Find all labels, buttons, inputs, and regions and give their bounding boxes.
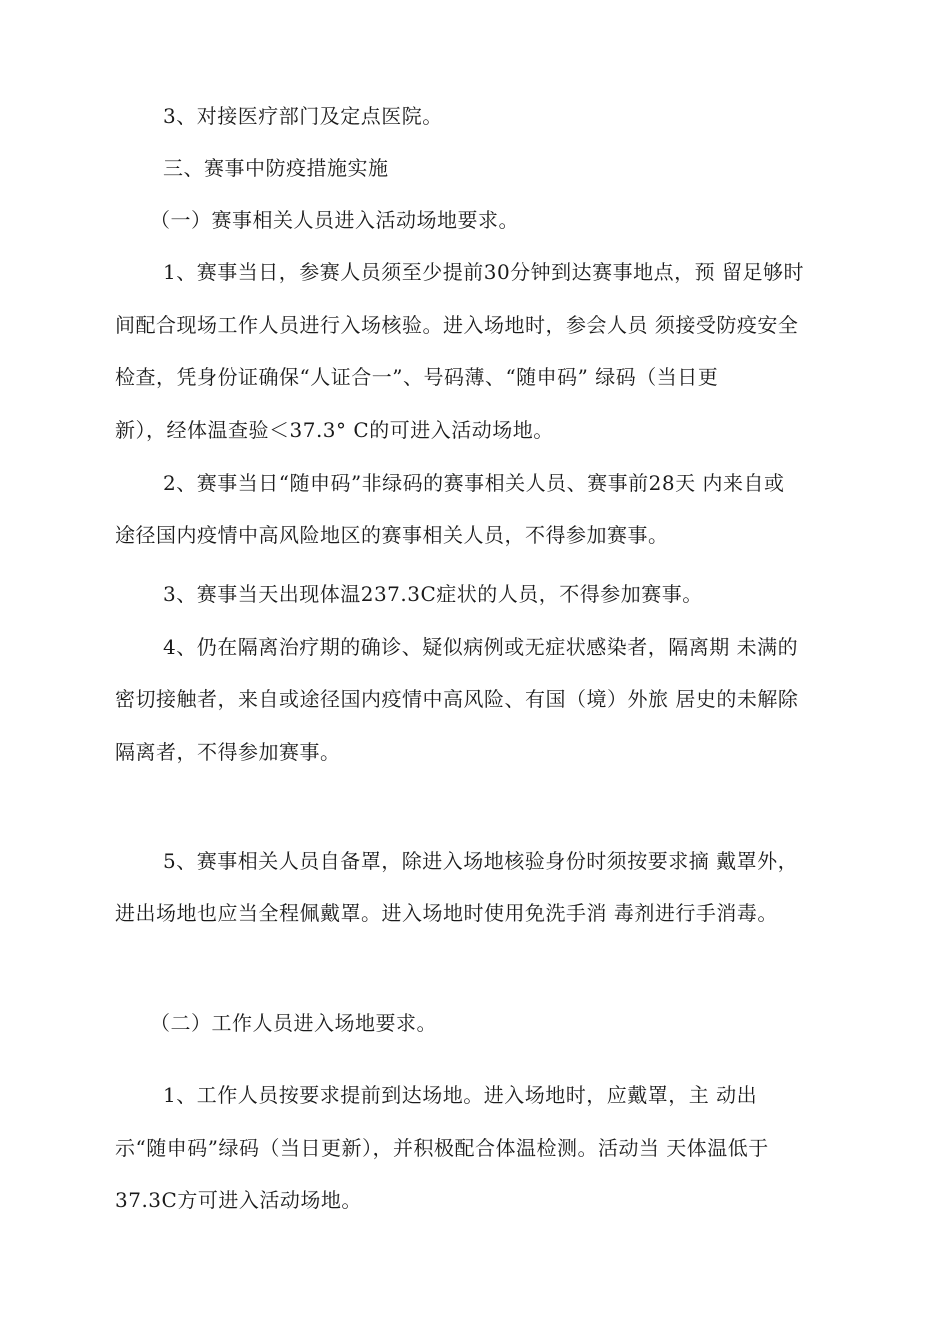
- text-line: 示“随申码”绿码（当日更新），并积极配合体温检测。活动当 天体温低于: [115, 1136, 769, 1160]
- text-line: 3、赛事当天出现体温237.3C症状的人员，不得参加赛事。: [163, 582, 703, 606]
- text-line: 2、赛事当日“随申码”非绿码的赛事相关人员、赛事前28天 内来自或: [163, 471, 785, 495]
- text-line: 间配合现场工作人员进行入场核验。进入场地时，参会人员 须接受防疫安全: [115, 313, 799, 337]
- text-line: 途径国内疫情中高风险地区的赛事相关人员，不得参加赛事。: [115, 523, 669, 547]
- text-line: 检查，凭身份证确保“人证合一”、号码薄、“随申码” 绿码（当日更: [115, 365, 719, 389]
- text-line: 进出场地也应当全程佩戴罩。进入场地时使用免洗手消 毒剂进行手消毒。: [115, 901, 778, 925]
- subsection-heading: （一）赛事相关人员进入活动场地要求。: [150, 208, 519, 232]
- text-line: 隔离者，不得参加赛事。: [115, 740, 341, 764]
- text-line: 3、对接医疗部门及定点医院。: [163, 104, 443, 128]
- text-line: 5、赛事相关人员自备罩，除进入场地核验身份时须按要求摘 戴罩外，: [163, 849, 799, 873]
- text-line: 新），经体温查验＜37.3° C的可进入活动场地。: [115, 418, 554, 442]
- text-line: 1、工作人员按要求提前到达场地。进入场地时，应戴罩，主 动出: [163, 1083, 758, 1107]
- text-line: 4、仍在隔离治疗期的确诊、疑似病例或无症状感染者，隔离期 未满的: [163, 635, 799, 659]
- text-line: 密切接触者，来自或途径国内疫情中高风险、有国（境）外旅 居史的未解除: [115, 687, 799, 711]
- text-line: 37.3C方可进入活动场地。: [115, 1188, 362, 1212]
- subsection-heading: （二）工作人员进入场地要求。: [150, 1011, 437, 1035]
- text-line: 1、赛事当日，参赛人员须至少提前30分钟到达赛事地点，预 留足够时: [163, 260, 805, 284]
- section-heading: 三、赛事中防疫措施实施: [163, 156, 389, 180]
